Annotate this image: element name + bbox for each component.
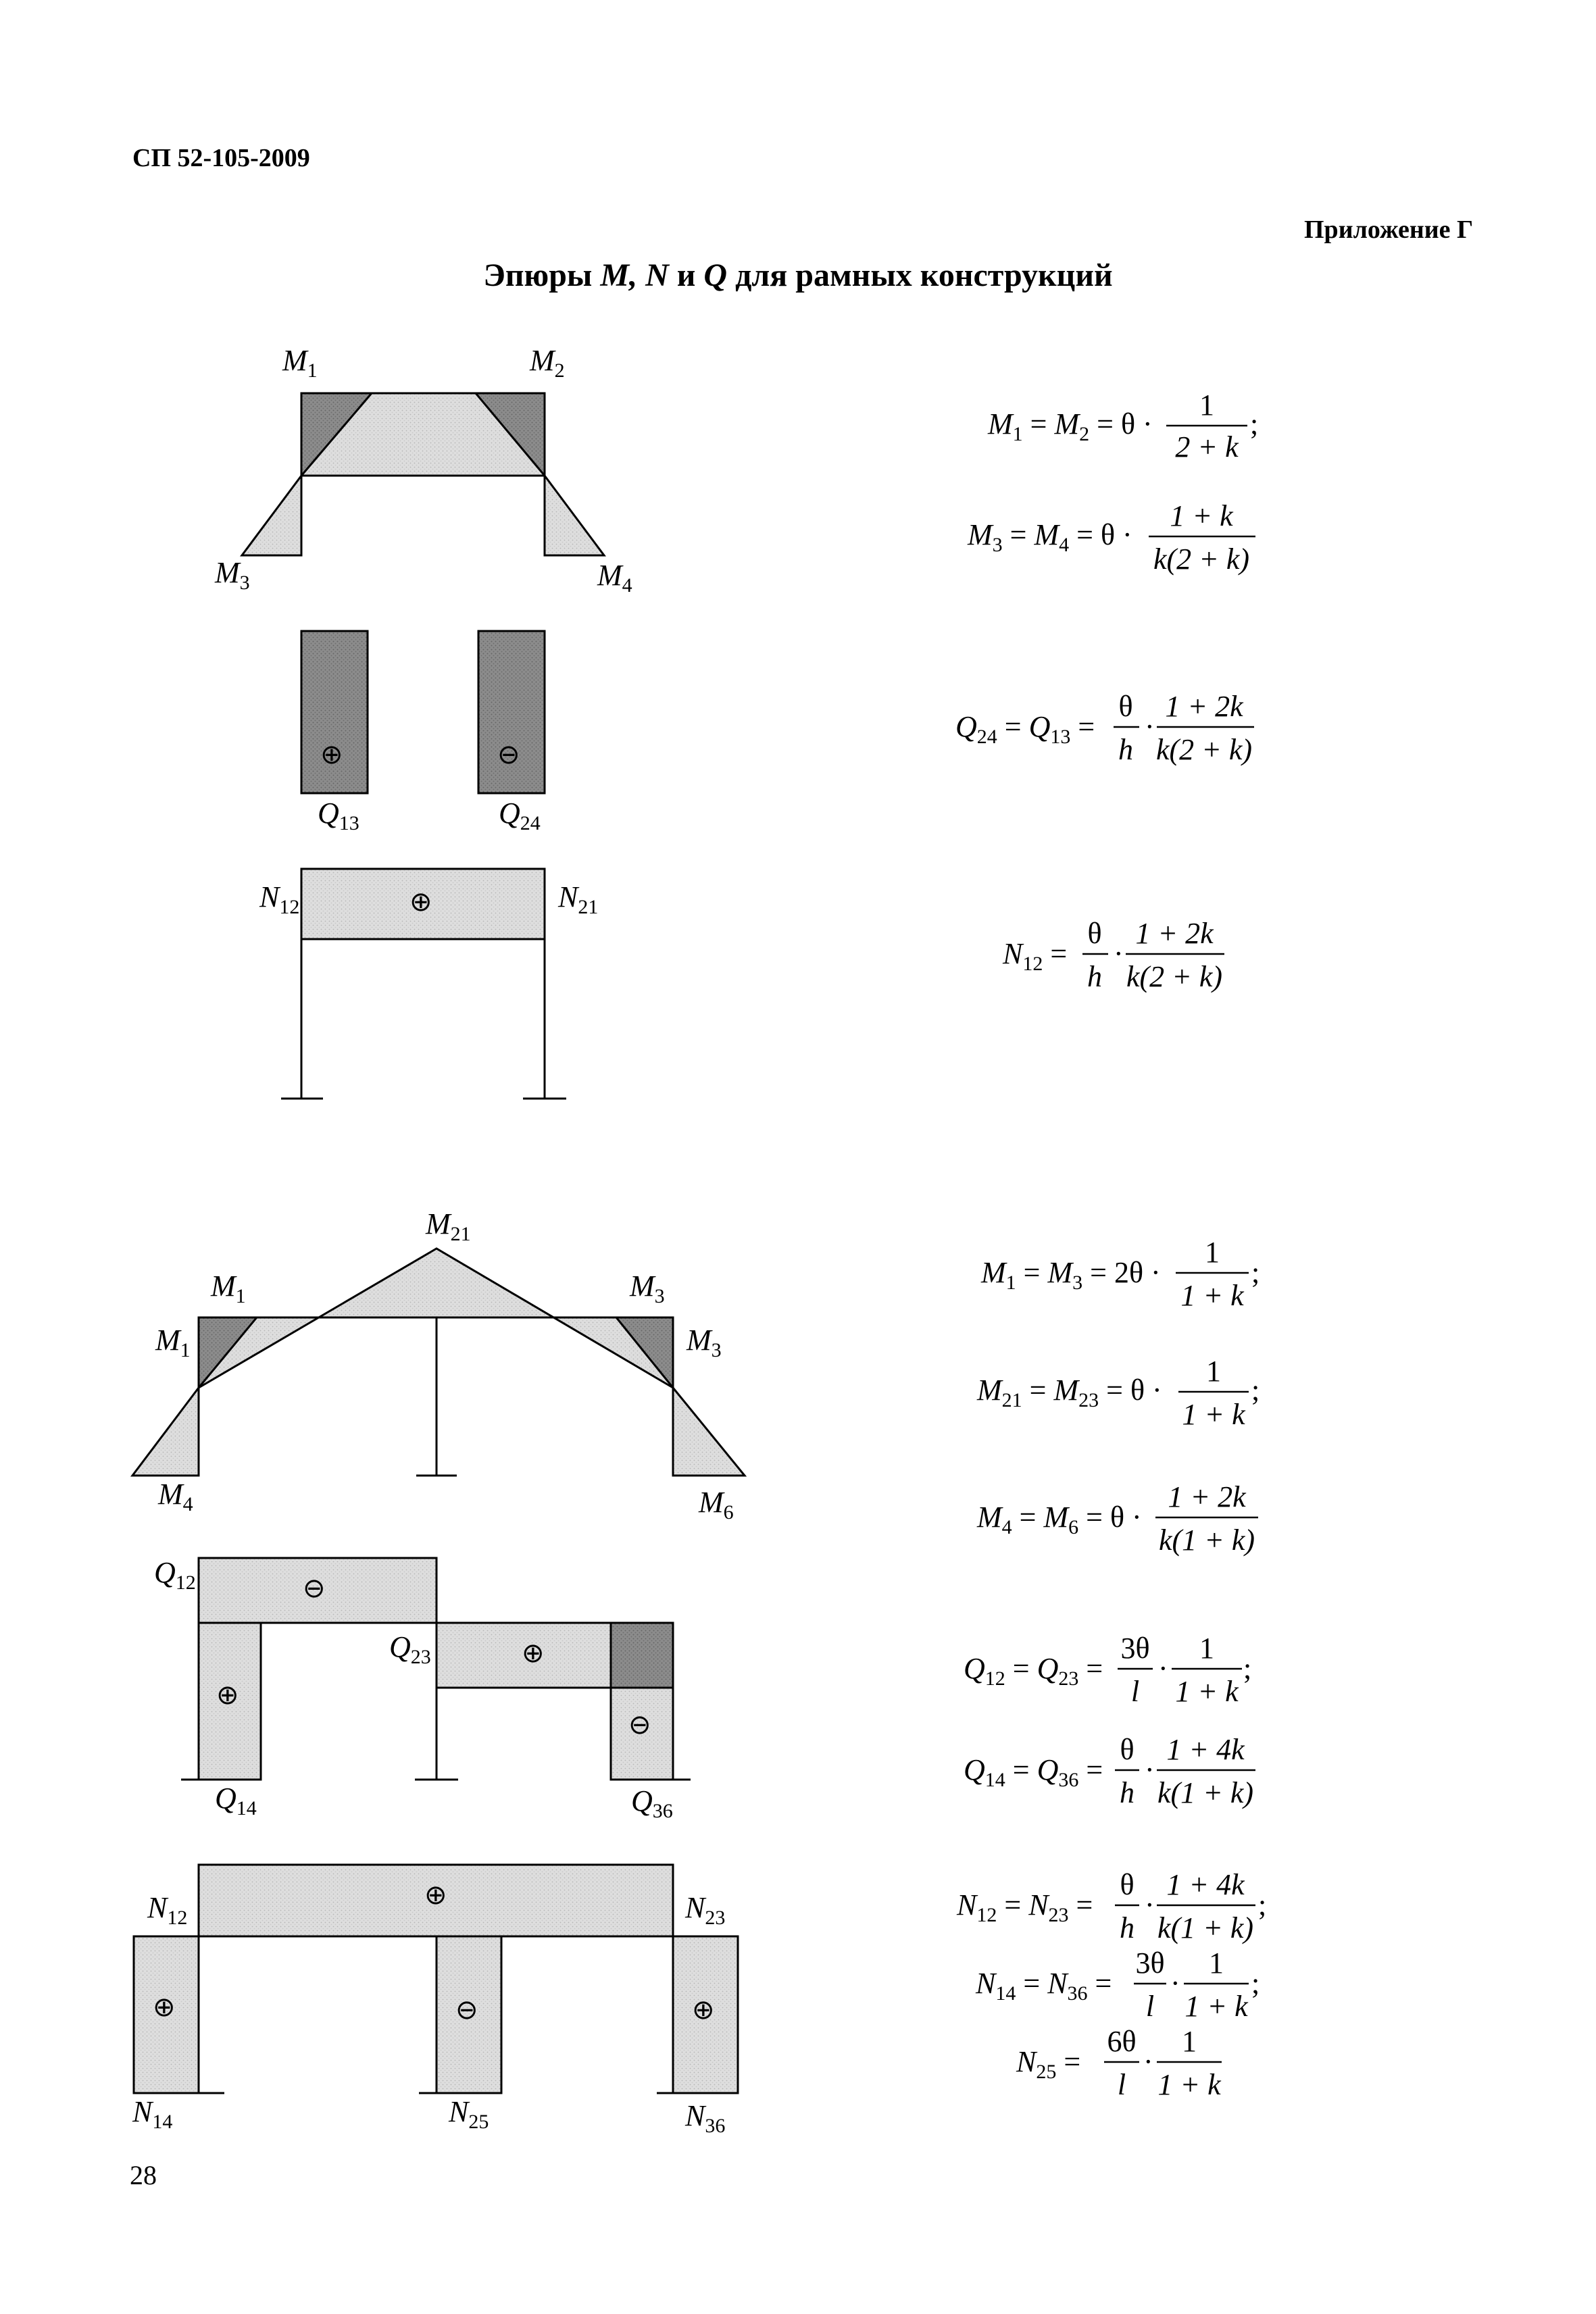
q14-subscript: 14 bbox=[236, 1797, 257, 1819]
page-number: 28 bbox=[130, 2160, 157, 2190]
q23-letter: Q bbox=[389, 1630, 411, 1663]
label-m1-top bbox=[210, 1269, 246, 1307]
n21-letter: N bbox=[558, 880, 578, 913]
m1b-letter: M bbox=[155, 1324, 180, 1357]
formula-n12 bbox=[1002, 917, 1224, 993]
m3a-subscript: 3 bbox=[654, 1285, 665, 1307]
label-n12 bbox=[259, 880, 299, 918]
label-n12-2 bbox=[147, 1891, 187, 1929]
n12-letter: N bbox=[259, 880, 280, 913]
label-m3-top bbox=[629, 1269, 665, 1307]
f12-num: 1 bbox=[1182, 2025, 1197, 2058]
f12-den: 1 + k bbox=[1157, 2068, 1221, 2101]
f4-num: 1 + 2k bbox=[1135, 917, 1214, 950]
m3-bottom-triangle bbox=[242, 476, 301, 555]
f9-d1: h bbox=[1120, 1776, 1134, 1809]
label-q23 bbox=[389, 1630, 431, 1668]
label-m1-side bbox=[155, 1324, 191, 1361]
f12-left: $N_{25}$ = bbox=[1016, 2045, 1081, 2083]
q12-sign: ⊖ bbox=[303, 1573, 326, 1604]
label-m2 bbox=[529, 344, 565, 382]
n23-letter: N bbox=[685, 1891, 705, 1924]
q14-letter: Q bbox=[215, 1782, 236, 1815]
f9-dot: · bbox=[1145, 1753, 1155, 1786]
n14-sign: ⊕ bbox=[153, 1992, 176, 2023]
m6-subscript: 6 bbox=[723, 1501, 734, 1524]
formula-n25 bbox=[1016, 2025, 1222, 2101]
m1a-letter: M bbox=[211, 1269, 236, 1303]
f10-left: $N_{12} = N_{23}$ = bbox=[957, 1888, 1093, 1926]
f12-dot: · bbox=[1143, 2045, 1153, 2078]
label-q14 bbox=[215, 1782, 257, 1819]
q24-letter: Q bbox=[499, 797, 520, 830]
f11-n1: 3θ bbox=[1135, 1946, 1165, 1980]
n25-sign: ⊖ bbox=[455, 1994, 478, 2026]
n21-subscript: 21 bbox=[578, 896, 599, 918]
f7-num: 1 + 2k bbox=[1168, 1480, 1246, 1513]
f5-end: ; bbox=[1251, 1256, 1260, 1289]
document-code: СП 52-105-2009 bbox=[132, 144, 310, 172]
formula-m3-m4 bbox=[967, 499, 1255, 576]
m21-letter: M bbox=[426, 1207, 451, 1240]
m1-subscript: 1 bbox=[307, 359, 318, 382]
formula-q12-q23 bbox=[964, 1632, 1251, 1708]
formula-q24-q13 bbox=[955, 690, 1254, 766]
f7-den: k(1 + k) bbox=[1158, 1524, 1255, 1557]
q14-sign: ⊕ bbox=[216, 1680, 239, 1711]
f3-d1: h bbox=[1118, 733, 1133, 766]
label-n14 bbox=[132, 2095, 172, 2133]
m1a-subscript: 1 bbox=[235, 1285, 246, 1307]
f12-n1: 6θ bbox=[1107, 2025, 1137, 2058]
f10-num: 1 + 4k bbox=[1166, 1868, 1245, 1901]
m3b-subscript: 3 bbox=[711, 1339, 722, 1361]
title-and: и bbox=[668, 257, 704, 293]
n25-letter: N bbox=[449, 2095, 469, 2128]
n12-2-letter: N bbox=[147, 1891, 168, 1924]
f3-n1: θ bbox=[1118, 690, 1133, 723]
f6-end: ; bbox=[1251, 1374, 1260, 1407]
title-q: Q bbox=[703, 257, 728, 293]
q36-letter: Q bbox=[631, 1784, 653, 1817]
title-n: N bbox=[645, 257, 669, 293]
f11-end: ; bbox=[1251, 1967, 1260, 2000]
m4-bottom-triangle-2 bbox=[132, 1388, 199, 1476]
label-q13 bbox=[318, 797, 359, 834]
q13-sign: ⊕ bbox=[320, 739, 343, 770]
n14-subscript: 14 bbox=[152, 2111, 173, 2133]
f8-dot: · bbox=[1158, 1652, 1168, 1685]
f11-d1: l bbox=[1145, 1990, 1155, 2023]
f4-den: k(2 + k) bbox=[1126, 960, 1223, 993]
m2-letter: M bbox=[530, 344, 555, 377]
f9-num: 1 + 4k bbox=[1166, 1733, 1245, 1766]
label-n25 bbox=[448, 2095, 489, 2133]
formula-m1-m2 bbox=[987, 388, 1258, 463]
q13-subscript: 13 bbox=[339, 812, 359, 834]
f10-n1: θ bbox=[1120, 1868, 1134, 1901]
n-sign-frame1: ⊕ bbox=[409, 886, 432, 917]
f10-dot: · bbox=[1145, 1888, 1155, 1921]
m3a-letter: M bbox=[630, 1269, 655, 1303]
label-n36 bbox=[684, 2099, 725, 2137]
n36-subscript: 36 bbox=[705, 2115, 726, 2137]
formula-m1-m3 bbox=[980, 1236, 1260, 1312]
label-m6 bbox=[698, 1486, 734, 1524]
m4-2-letter: M bbox=[158, 1478, 183, 1511]
f4-dot: · bbox=[1114, 937, 1124, 970]
n12-2-subscript: 12 bbox=[167, 1907, 188, 1929]
q12-letter: Q bbox=[154, 1556, 176, 1589]
f6-den: 1 + k bbox=[1182, 1398, 1245, 1431]
label-q12 bbox=[154, 1556, 196, 1594]
f11-num: 1 bbox=[1209, 1946, 1224, 1980]
f2-den: k(2 + k) bbox=[1153, 543, 1250, 576]
q36-subscript: 36 bbox=[652, 1800, 673, 1822]
formula-m4-m6 bbox=[976, 1480, 1258, 1557]
f10-end: ; bbox=[1258, 1888, 1267, 1921]
n-beam-sign: ⊕ bbox=[424, 1880, 447, 1911]
f2-num: 1 + k bbox=[1170, 499, 1233, 532]
label-n21 bbox=[557, 880, 598, 918]
f3-den: k(2 + k) bbox=[1155, 733, 1253, 766]
f8-d1: l bbox=[1130, 1675, 1140, 1708]
f3-num: 1 + 2k bbox=[1165, 690, 1243, 723]
f4-n1: θ bbox=[1087, 917, 1102, 950]
q24-sign: ⊖ bbox=[497, 739, 520, 770]
formula-n14-n36 bbox=[975, 1946, 1260, 2023]
f9-den: k(1 + k) bbox=[1157, 1776, 1254, 1809]
title-pre: Эпюры bbox=[483, 257, 601, 293]
f8-left: $Q_{12} = Q_{23}$ = bbox=[964, 1652, 1103, 1690]
m4-2-subscript: 4 bbox=[182, 1493, 193, 1515]
f5-left: $M_1 = M_3 = 2\theta$ · bbox=[981, 1256, 1161, 1294]
f8-n1: 3θ bbox=[1120, 1632, 1150, 1665]
m4-bottom-triangle bbox=[545, 476, 604, 555]
label-m3 bbox=[214, 556, 250, 594]
n14-letter: N bbox=[132, 2095, 153, 2128]
f8-end: ; bbox=[1243, 1652, 1252, 1685]
label-m21 bbox=[425, 1207, 471, 1245]
f6-num: 1 bbox=[1206, 1355, 1221, 1388]
f1-left: $M_1 = M_2 = \theta$ · bbox=[988, 407, 1153, 445]
f11-left: $N_{14} = N_{36}$ = bbox=[976, 1967, 1112, 2005]
label-m4-2 bbox=[157, 1478, 193, 1515]
m4-letter: M bbox=[597, 559, 622, 592]
f10-den: k(1 + k) bbox=[1157, 1911, 1254, 1944]
f8-num: 1 bbox=[1199, 1632, 1214, 1665]
formula-q14-q36 bbox=[964, 1733, 1255, 1809]
m2-subscript: 2 bbox=[554, 359, 565, 382]
m1b-subscript: 1 bbox=[180, 1339, 191, 1361]
formula-n12-n23 bbox=[956, 1868, 1266, 1944]
label-m4 bbox=[597, 559, 632, 597]
q23-sign: ⊕ bbox=[522, 1638, 545, 1669]
q23-subscript: 23 bbox=[410, 1646, 431, 1668]
q12-subscript: 12 bbox=[175, 1571, 196, 1594]
title-m: M, bbox=[600, 257, 638, 293]
f3-left: $Q_{24} = Q_{13}$ = bbox=[955, 710, 1095, 748]
f9-n1: θ bbox=[1120, 1733, 1134, 1766]
m1-letter: M bbox=[282, 344, 307, 377]
m21-subscript: 21 bbox=[450, 1223, 471, 1245]
n36-sign: ⊕ bbox=[692, 1994, 715, 2026]
label-n23 bbox=[684, 1891, 725, 1929]
m3-subscript: 3 bbox=[239, 572, 250, 594]
label-m3-side bbox=[686, 1324, 722, 1361]
formula-m21-m23 bbox=[976, 1355, 1260, 1431]
f5-den: 1 + k bbox=[1180, 1279, 1244, 1312]
n25-subscript: 25 bbox=[468, 2111, 489, 2133]
q23-dark-end bbox=[611, 1623, 673, 1688]
appendix-label: Приложение Г bbox=[1304, 216, 1474, 244]
frame1-moment-diagram bbox=[242, 393, 604, 555]
n12-subscript: 12 bbox=[279, 896, 300, 918]
f9-left: $Q_{14} = Q_{36}$ = bbox=[964, 1753, 1103, 1791]
f2-left: $M_3 = M_4 = \theta$ · bbox=[968, 518, 1132, 556]
q36-sign: ⊖ bbox=[628, 1709, 651, 1740]
m3-letter: M bbox=[215, 556, 240, 589]
f6-left: $M_{21} = M_{23} = \theta$ · bbox=[977, 1374, 1162, 1411]
title-post: для рамных конструкций bbox=[727, 257, 1113, 293]
q13-letter: Q bbox=[318, 797, 339, 830]
f1-den: 2 + k bbox=[1175, 430, 1239, 463]
f1-num: 1 bbox=[1199, 388, 1214, 422]
m4-subscript: 4 bbox=[622, 574, 632, 597]
frame2-shear-diagram bbox=[181, 1558, 691, 1780]
f4-d1: h bbox=[1087, 960, 1102, 993]
q24-subscript: 24 bbox=[520, 812, 541, 834]
f5-num: 1 bbox=[1205, 1236, 1220, 1269]
m3b-letter: M bbox=[687, 1324, 712, 1357]
n23-subscript: 23 bbox=[705, 1907, 726, 1929]
f11-den: 1 + k bbox=[1184, 1990, 1248, 2023]
f4-left: $N_{12}$ = bbox=[1003, 937, 1068, 975]
f12-d1: l bbox=[1117, 2068, 1126, 2101]
f1-end: ; bbox=[1250, 407, 1259, 441]
f10-d1: h bbox=[1120, 1911, 1134, 1944]
f3-dot: · bbox=[1145, 710, 1155, 743]
label-q36 bbox=[631, 1784, 673, 1822]
label-m1 bbox=[282, 344, 318, 382]
n36-letter: N bbox=[685, 2099, 705, 2132]
f7-left: $M_4 = M_6 = \theta$ · bbox=[977, 1501, 1142, 1538]
m6-bottom-triangle-2 bbox=[673, 1388, 745, 1476]
f8-den: 1 + k bbox=[1175, 1675, 1239, 1708]
m6-letter: M bbox=[699, 1486, 724, 1519]
label-q24 bbox=[499, 797, 541, 834]
f11-dot: · bbox=[1170, 1967, 1180, 2000]
